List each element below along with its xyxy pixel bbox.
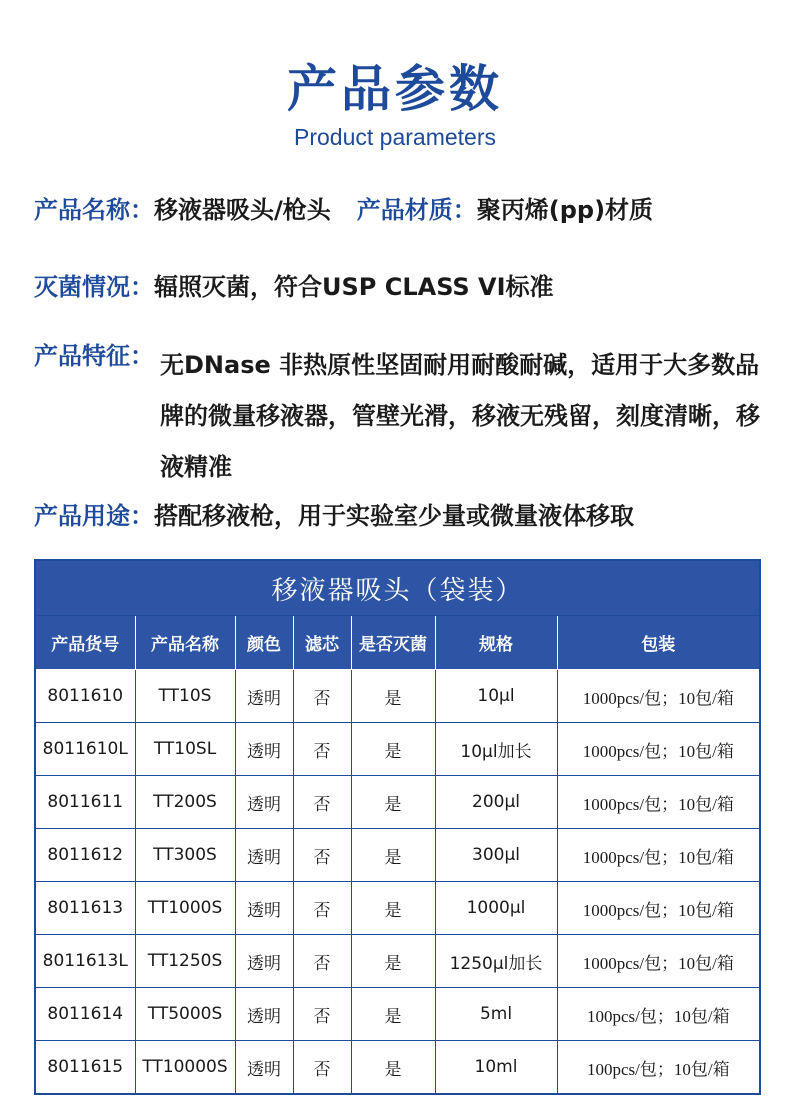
header-spec: 规格 bbox=[435, 616, 557, 670]
header-packaging: 包装 bbox=[557, 616, 760, 670]
info-row-usage bbox=[34, 501, 634, 531]
cell-product-name: TT10SL bbox=[135, 723, 235, 776]
cell-sku: 8011615 bbox=[35, 1041, 135, 1095]
cell-sku: 8011614 bbox=[35, 988, 135, 1041]
header-sterile: 是否灭菌 bbox=[351, 616, 435, 670]
cell-spec: 10μl加长 bbox=[435, 723, 557, 776]
info-row-sterile bbox=[34, 272, 554, 302]
info-row-name-material bbox=[34, 195, 653, 225]
cell-product-name: TT10000S bbox=[135, 1041, 235, 1095]
cell-sku: 8011611 bbox=[35, 776, 135, 829]
usage-value: 搭配移液枪，用于实验室少量或微量液体移取 bbox=[154, 502, 634, 530]
table-row bbox=[35, 935, 760, 988]
table-row bbox=[35, 988, 760, 1041]
page-title: 产品参数 bbox=[287, 60, 503, 118]
cell-sku: 8011612 bbox=[35, 829, 135, 882]
cell-spec: 200μl bbox=[435, 776, 557, 829]
cell-packaging: 100pcs/包；10包/箱 bbox=[557, 988, 760, 1041]
cell-filter: 否 bbox=[293, 723, 351, 776]
header-filter: 滤芯 bbox=[293, 616, 351, 670]
cell-packaging: 1000pcs/包；10包/箱 bbox=[557, 935, 760, 988]
sterile-value: 辐照灭菌，符合USP CLASS VI标准 bbox=[154, 273, 554, 301]
cell-color: 透明 bbox=[235, 882, 293, 935]
cell-color: 透明 bbox=[235, 829, 293, 882]
product-name-value: 移液器吸头/枪头 bbox=[154, 196, 331, 224]
cell-product-name: TT1000S bbox=[135, 882, 235, 935]
cell-sterile: 是 bbox=[351, 988, 435, 1041]
table-header-row bbox=[35, 616, 760, 670]
cell-product-name: TT10S bbox=[135, 670, 235, 723]
product-material-value: 聚丙烯(pp)材质 bbox=[476, 196, 654, 224]
table-caption: 移液器吸头（袋装） bbox=[35, 560, 760, 616]
header-color: 颜色 bbox=[235, 616, 293, 670]
cell-spec: 1000μl bbox=[435, 882, 557, 935]
cell-sterile: 是 bbox=[351, 829, 435, 882]
page-subtitle: Product parameters bbox=[294, 124, 496, 150]
header-product-name: 产品名称 bbox=[135, 616, 235, 670]
cell-filter: 否 bbox=[293, 935, 351, 988]
feature-label-text: 产品特征： bbox=[34, 342, 154, 370]
cell-filter: 否 bbox=[293, 776, 351, 829]
cell-sterile: 是 bbox=[351, 776, 435, 829]
cell-sterile: 是 bbox=[351, 882, 435, 935]
cell-packaging: 1000pcs/包；10包/箱 bbox=[557, 723, 760, 776]
product-material-label: 产品材质： bbox=[356, 196, 477, 224]
product-name-label: 产品名称： bbox=[34, 196, 154, 224]
table-row bbox=[35, 723, 760, 776]
table-row bbox=[35, 670, 760, 723]
cell-filter: 否 bbox=[293, 1041, 351, 1095]
spec-table bbox=[34, 559, 761, 1095]
cell-color: 透明 bbox=[235, 988, 293, 1041]
feature-value: 无DNase 非热原性坚固耐用耐酸耐碱，适用于大多数品牌的微量移液器，管壁光滑，移液无残留，刻度清晰，移液精准 bbox=[160, 351, 760, 481]
cell-product-name: TT5000S bbox=[135, 988, 235, 1041]
cell-packaging: 1000pcs/包；10包/箱 bbox=[557, 882, 760, 935]
cell-color: 透明 bbox=[235, 670, 293, 723]
sterile-label: 灭菌情况： bbox=[34, 273, 154, 301]
cell-spec: 10μl bbox=[435, 670, 557, 723]
table-row bbox=[35, 776, 760, 829]
cell-sterile: 是 bbox=[351, 935, 435, 988]
cell-color: 透明 bbox=[235, 723, 293, 776]
cell-spec: 300μl bbox=[435, 829, 557, 882]
feature-label bbox=[34, 341, 154, 371]
usage-label: 产品用途： bbox=[34, 502, 154, 530]
cell-spec: 5ml bbox=[435, 988, 557, 1041]
cell-sterile: 是 bbox=[351, 723, 435, 776]
cell-product-name: TT1250S bbox=[135, 935, 235, 988]
cell-color: 透明 bbox=[235, 1041, 293, 1095]
table-row bbox=[35, 1041, 760, 1095]
cell-sku: 8011613L bbox=[35, 935, 135, 988]
cell-color: 透明 bbox=[235, 776, 293, 829]
cell-filter: 否 bbox=[293, 829, 351, 882]
table-body bbox=[35, 670, 760, 1095]
cell-sterile: 是 bbox=[351, 670, 435, 723]
cell-spec: 1250μl加长 bbox=[435, 935, 557, 988]
cell-color: 透明 bbox=[235, 935, 293, 988]
cell-packaging: 1000pcs/包；10包/箱 bbox=[557, 670, 760, 723]
cell-spec: 10ml bbox=[435, 1041, 557, 1095]
cell-packaging: 100pcs/包；10包/箱 bbox=[557, 1041, 760, 1095]
cell-product-name: TT200S bbox=[135, 776, 235, 829]
cell-sku: 8011610L bbox=[35, 723, 135, 776]
cell-filter: 否 bbox=[293, 988, 351, 1041]
cell-product-name: TT300S bbox=[135, 829, 235, 882]
table-row bbox=[35, 882, 760, 935]
cell-filter: 否 bbox=[293, 882, 351, 935]
cell-packaging: 1000pcs/包；10包/箱 bbox=[557, 776, 760, 829]
cell-packaging: 1000pcs/包；10包/箱 bbox=[557, 829, 760, 882]
cell-sterile: 是 bbox=[351, 1041, 435, 1095]
cell-sku: 8011613 bbox=[35, 882, 135, 935]
cell-filter: 否 bbox=[293, 670, 351, 723]
header-sku: 产品货号 bbox=[35, 616, 135, 670]
table-row bbox=[35, 829, 760, 882]
cell-sku: 8011610 bbox=[35, 670, 135, 723]
